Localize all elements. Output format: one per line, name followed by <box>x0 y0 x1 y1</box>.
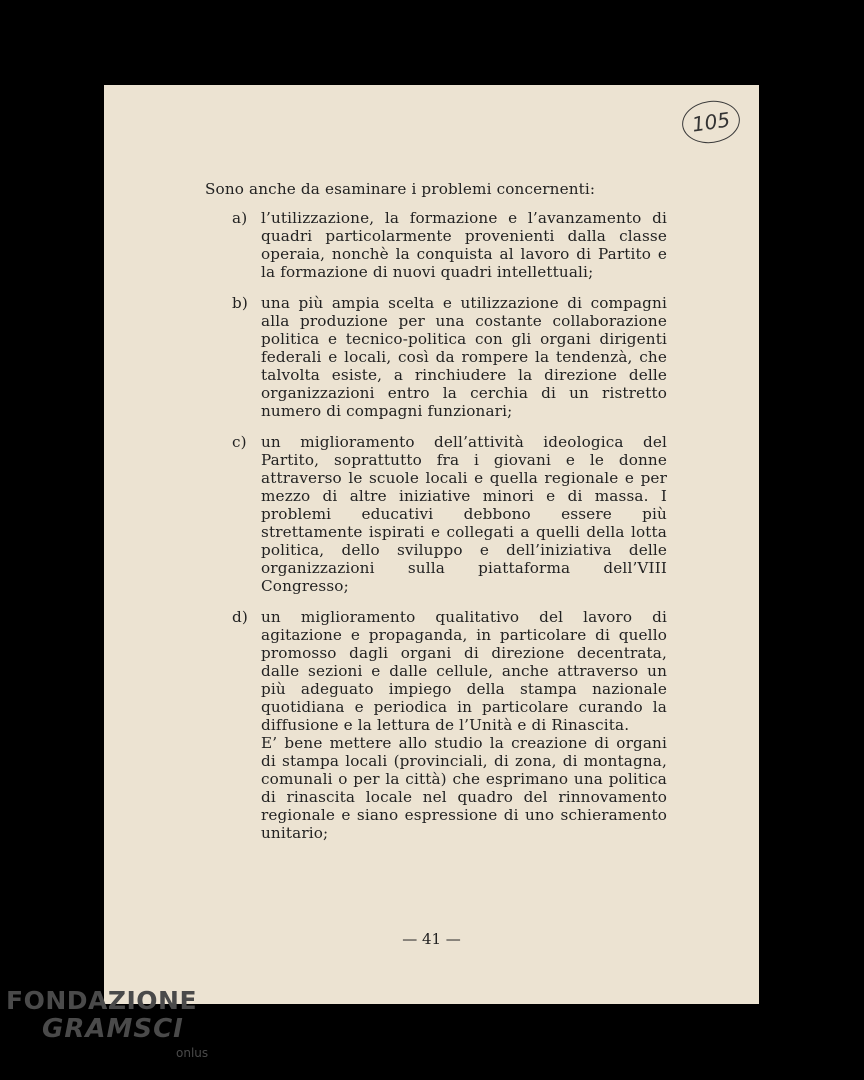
list-item-d <box>205 608 667 842</box>
archive-number-stamp: 105 <box>679 97 742 147</box>
list-item-text: un miglioramento dell’attività ideologica del Partito, soprattutto fra i giovani e le donne attraverso le scuole locali e quella regionale e per mezzo di altre iniziative minori e di massa. I problemi educativi debbono essere più strettamente ispirati e collegati a quelli della lotta politica, dello sviluppo e dell’iniziativa delle organizzazioni sulla piattaforma dell’VIII Congresso; <box>261 433 667 595</box>
list-marker: d) <box>232 608 248 626</box>
intro-paragraph: Sono anche da esaminare i problemi concernenti: <box>205 180 596 198</box>
logo-line-2: GRAMSCI <box>42 1014 184 1044</box>
list-item-text-continued: E’ bene mettere allo studio la creazione di organi di stampa locali (provinciali, di zona, di montagna, comunali o per la città) che esprimano una politica di rinascita locale nel quadro del rinnovamento regionale e siano espressione di uno schieramento unitario; <box>261 734 667 842</box>
page-number: — 41 — <box>402 930 461 948</box>
list-item-text: un miglioramento qualitativo del lavoro di agitazione e propaganda, in particolare di quello promosso dagli organi di direzione decentrata, dalle sezioni e dalle cellule, anche attraverso un più adeguato impiego della stampa nazionale quotidiana e periodica in particolare curando la diffusione e la lettura de l’Unità e di Rinascita. <box>261 608 667 734</box>
list-marker: b) <box>232 294 248 312</box>
list-marker: a) <box>232 209 248 227</box>
list-marker: c) <box>232 433 247 451</box>
list-item-text: una più ampia scelta e utilizzazione di compagni alla produzione per una costante collaborazione politica e tecnico-politica con gli organi dirigenti federali e locali, così da rompere la tendenzà, che talvolta esiste, a rinchiudere la direzione delle organizzazioni entro la cerchia di un ristretto numero di compagni funzionari; <box>261 294 667 420</box>
logo-line-1: FONDAZIONE <box>6 986 198 1015</box>
list-item-c <box>205 433 667 595</box>
body-text <box>205 180 667 855</box>
list-item-a <box>205 209 667 281</box>
list-item-b <box>205 294 667 420</box>
logo-line-3: onlus <box>176 1046 209 1060</box>
list-item-text: l’utilizzazione, la formazione e l’avanzamento di quadri particolarmente provenienti dalla classe operaia, nonchè la conquista al lavoro di Partito e la formazione di nuovi quadri intellettuali; <box>261 209 667 281</box>
fondazione-gramsci-logo <box>6 986 216 1076</box>
